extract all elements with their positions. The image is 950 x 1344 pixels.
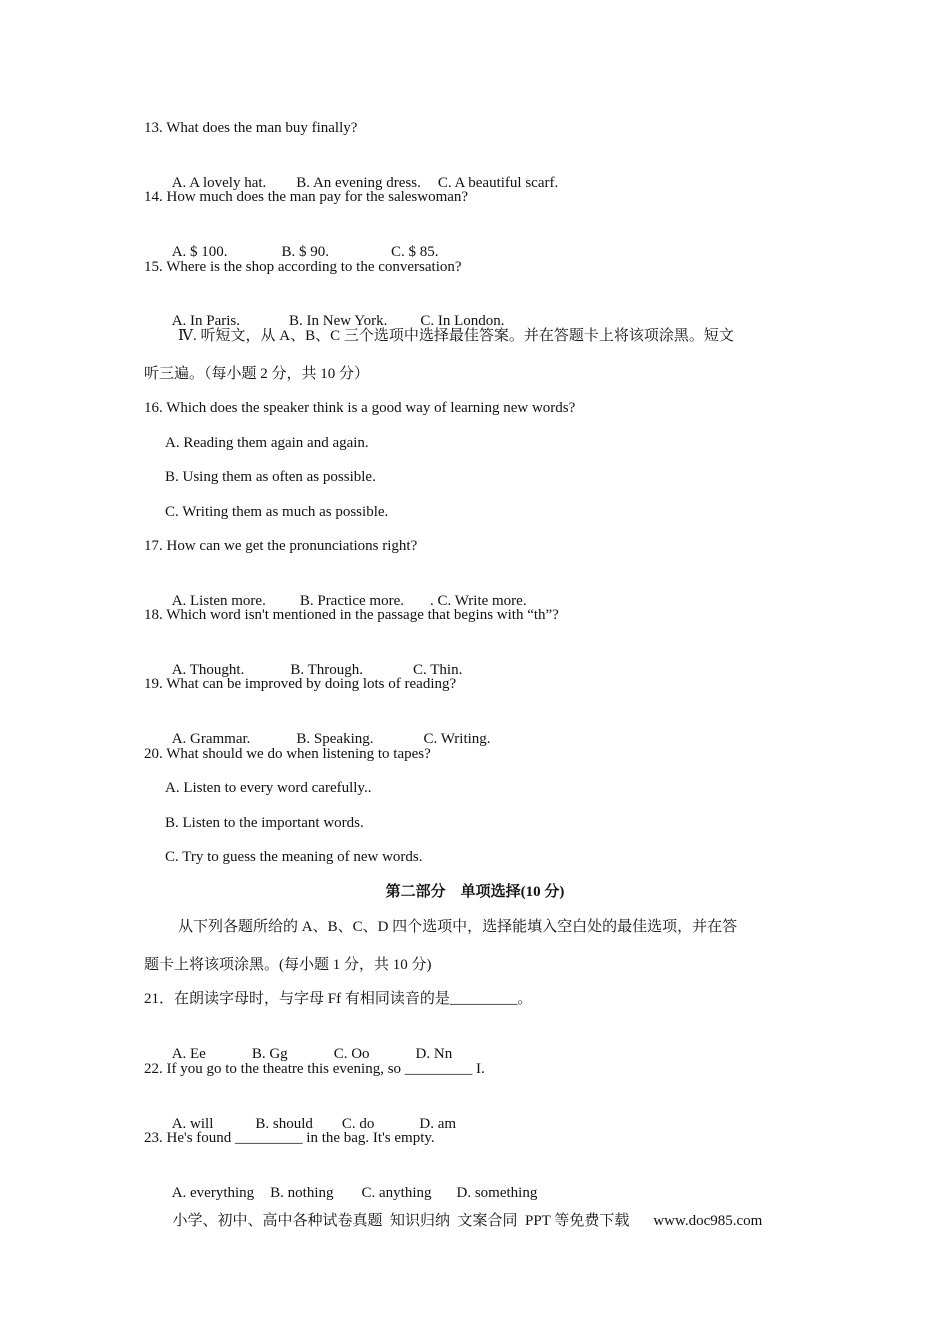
option-a: A. In Paris.: [171, 313, 241, 329]
question-19: 19. What can be improved by doing lots of reading?: [144, 676, 457, 692]
question-19-options: [165, 709, 491, 749]
option-b: B. nothing: [270, 1185, 334, 1201]
option-a: A. A lovely hat.: [171, 175, 267, 191]
option-c: C. Thin.: [413, 662, 463, 678]
option-a: A. Ee: [171, 1046, 206, 1062]
option-a: A. everything: [171, 1185, 255, 1201]
option-b: B. An evening dress.: [296, 175, 421, 191]
option-d: D. Nn: [415, 1046, 453, 1062]
footer-text: 小学、初中、高中各种试卷真题 知识归纳 文案合同 PPT 等免费下载: [172, 1213, 630, 1229]
option-a: A. Reading them again and again.: [165, 435, 369, 451]
question-15: 15. Where is the shop according to the conversation?: [144, 259, 462, 275]
option-c: C. anything: [361, 1185, 432, 1201]
part-2-heading: 第二部分 单项选择(10 分): [385, 884, 565, 900]
option-b: B. Practice more.: [299, 593, 404, 609]
question-20: 20. What should we do when listening to tapes?: [144, 746, 431, 762]
option-b: B. Gg: [251, 1046, 288, 1062]
question-23: 23. He's found _________ in the bag. It's empty.: [144, 1130, 435, 1146]
option-a: A. Listen more.: [171, 593, 266, 609]
option-b: B. $ 90.: [281, 244, 330, 260]
option-c: C. do: [341, 1116, 375, 1132]
option-c: C. Try to guess the meaning of new words.: [165, 849, 423, 865]
option-c: C. Writing.: [423, 731, 491, 747]
footer-website: www.doc985.com: [653, 1213, 763, 1229]
option-b: B. Listen to the important words.: [165, 815, 364, 831]
option-b: B. Speaking.: [296, 731, 374, 747]
question-17: 17. How can we get the pronunciations right?: [144, 538, 418, 554]
option-c: C. A beautiful scarf.: [437, 175, 559, 191]
question-21: 21．在朗读字母时，与字母 Ff 有相同读音的是_________。: [144, 991, 533, 1007]
part-2-instruction-cont: 题卡上将该项涂黑。(每小题 1 分，共 10 分): [144, 957, 432, 973]
section-4-instruction-cont: 听三遍。（每小题 2 分，共 10 分）: [144, 366, 370, 382]
option-c: C. $ 85.: [391, 244, 439, 260]
option-a: A. Listen to every word carefully..: [165, 780, 372, 796]
part-2-instruction: 从下列各题所给的 A、B、C、D 四个选项中，选择能填入空白处的最佳选项，并在答: [178, 919, 738, 935]
question-14-options: [165, 222, 439, 262]
option-c: C. Writing them as much as possible.: [165, 504, 389, 520]
option-c: . C. Write more.: [429, 593, 527, 609]
question-14: 14. How much does the man pay for the saleswoman?: [144, 189, 469, 205]
question-21-options: [165, 1024, 452, 1064]
question-13: 13. What does the man buy finally?: [144, 120, 358, 136]
option-b: B. should: [255, 1116, 313, 1132]
question-22: 22. If you go to the theatre this evening, so _________ I.: [144, 1061, 485, 1077]
section-4-instruction: Ⅳ. 听短文，从 A、B、C 三个选项中选择最佳答案。并在答题卡上将该项涂黑。短文: [178, 328, 734, 344]
option-c: C. Oo: [333, 1046, 370, 1062]
option-a: A. Grammar.: [171, 731, 251, 747]
question-18: 18. Which word isn't mentioned in the passage that begins with “th”?: [144, 607, 559, 623]
question-16: 16. Which does the speaker think is a good way of learning new words?: [144, 400, 576, 416]
option-d: D. am: [419, 1116, 457, 1132]
option-a: A. $ 100.: [171, 244, 228, 260]
option-b: B. In New York.: [289, 313, 388, 329]
option-a: A. will: [171, 1116, 214, 1132]
option-a: A. Thought.: [171, 662, 245, 678]
question-15-options: [165, 291, 505, 331]
footer: [165, 1191, 762, 1231]
option-b: B. Through.: [290, 662, 363, 678]
option-d: D. something: [456, 1185, 538, 1201]
option-b: B. Using them as often as possible.: [165, 469, 376, 485]
option-c: C. In London.: [420, 313, 505, 329]
